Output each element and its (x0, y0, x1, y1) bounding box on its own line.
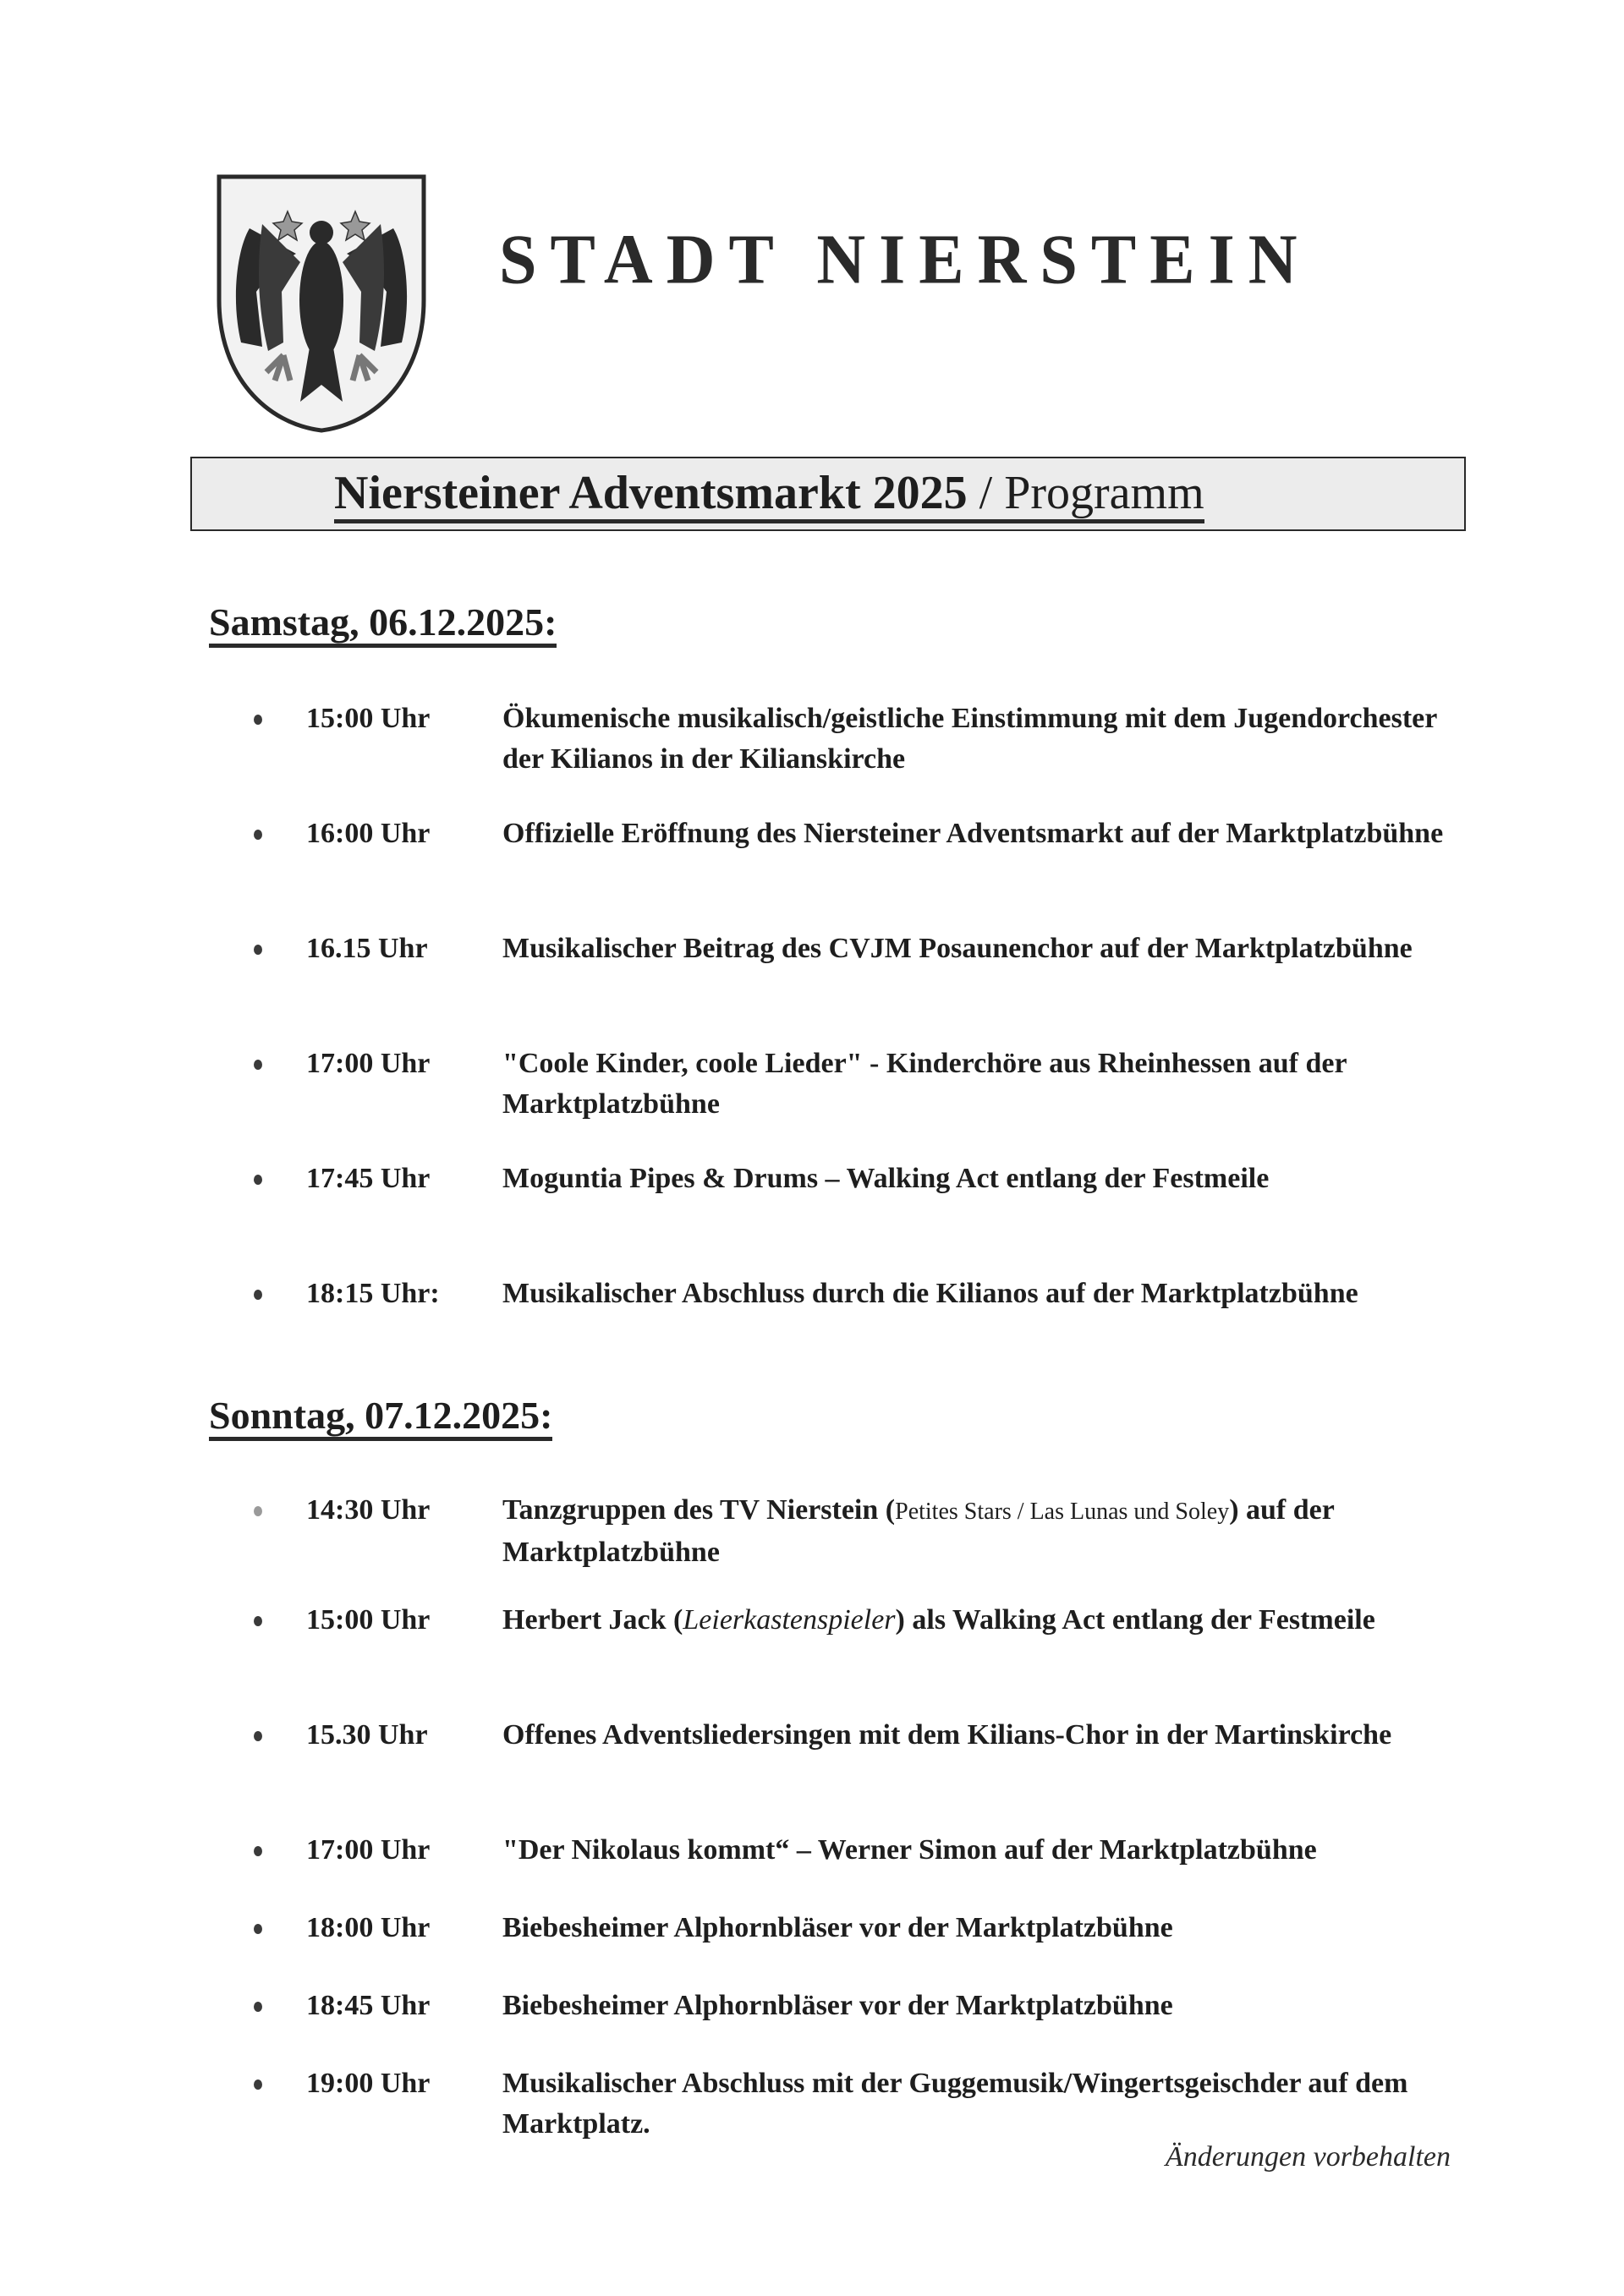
item-time: 17:00 Uhr (306, 1834, 431, 1866)
bullet-icon (254, 2002, 262, 2012)
item-description-part: Tanzgruppen des TV Nierstein ( (502, 1494, 896, 1526)
bullet-icon (254, 1175, 262, 1185)
event-title: Niersteiner Adventsmarkt 2025 (334, 467, 968, 519)
item-time: 15:00 Uhr (306, 1604, 431, 1636)
item-time: 14:30 Uhr (306, 1494, 431, 1526)
item-time: 16:00 Uhr (306, 818, 431, 849)
item-description: Offenes Adventsliedersingen mit dem Kilians-Chor in der Martinskirche (502, 1719, 1392, 1751)
bullet-icon (254, 830, 262, 840)
bullet-icon (254, 1060, 262, 1070)
item-description: Musikalischer Abschluss mit der Guggemusik/Wingertsgeischder auf dem Marktplatz. (502, 2068, 1408, 2140)
bullet-icon (254, 1846, 262, 1856)
bullet-icon (254, 715, 262, 725)
item-description: Moguntia Pipes & Drums – Walking Act entlang der Festmeile (502, 1163, 1270, 1194)
item-description: Biebesheimer Alphornbläser vor der Marktplatzbühne (502, 1990, 1173, 2021)
item-description: "Der Nikolaus kommt“ – Werner Simon auf der Marktplatzbühne (502, 1834, 1317, 1866)
bullet-icon (254, 1290, 262, 1300)
item-time: 18:00 Uhr (306, 1912, 431, 1943)
bullet-icon (254, 1924, 262, 1934)
day-heading-sunday: Sonntag, 07.12.2025: (209, 1395, 552, 1441)
item-description-part: ) als Walking Act entlang der Festmeile (895, 1604, 1375, 1636)
item-description: Ökumenische musikalisch/geistliche Einstimmung mit dem Jugendorchester der Kilianos in der Kilianskirche (502, 703, 1437, 775)
item-description-groups: Petites Stars / Las Lunas und Soley (895, 1499, 1230, 1525)
changes-reserved-note: Änderungen vorbehalten (1165, 2141, 1451, 2173)
program-banner (190, 457, 1466, 531)
item-description (502, 1600, 1450, 1641)
bullet-icon (254, 2080, 262, 2090)
item-time: 17:45 Uhr (306, 1163, 431, 1194)
day-heading-saturday: Samstag, 06.12.2025: (209, 602, 557, 648)
item-description: "Coole Kinder, coole Lieder" - Kinderchöre aus Rheinhessen auf der Marktplatzbühne (502, 1048, 1347, 1120)
item-time: 18:15 Uhr: (306, 1278, 440, 1309)
banner-separator: / (967, 467, 1005, 519)
item-description: Musikalischer Abschluss durch die Kilianos auf der Marktplatzbühne (502, 1278, 1358, 1309)
bullet-icon (254, 1506, 262, 1516)
item-time: 16.15 Uhr (306, 933, 428, 964)
banner-title (334, 469, 1204, 523)
item-time: 17:00 Uhr (306, 1048, 431, 1079)
item-description-italic: Leierkastenspieler (683, 1604, 896, 1636)
eagle-coat-of-arms-icon (216, 173, 427, 434)
item-time: 19:00 Uhr (306, 2068, 431, 2099)
item-time: 15.30 Uhr (306, 1719, 428, 1751)
item-description-part: ) auf der Marktplatzbühne (502, 1494, 1335, 1568)
item-description: Musikalischer Beitrag des CVJM Posaunenchor auf der Marktplatzbühne (502, 933, 1413, 964)
item-time: 15:00 Uhr (306, 703, 431, 734)
item-time: 18:45 Uhr (306, 1990, 431, 2021)
item-description (502, 1490, 1450, 1573)
bullet-icon (254, 1616, 262, 1626)
bullet-icon (254, 1731, 262, 1741)
item-description-part: Herbert Jack ( (502, 1604, 683, 1636)
town-title: STADT NIERSTEIN (499, 220, 1311, 299)
item-description: Offizielle Eröffnung des Niersteiner Adventsmarkt auf der Marktplatzbühne (502, 818, 1444, 849)
item-description: Biebesheimer Alphornbläser vor der Marktplatzbühne (502, 1912, 1173, 1943)
bullet-icon (254, 945, 262, 955)
banner-subtitle: Programm (1004, 467, 1204, 519)
